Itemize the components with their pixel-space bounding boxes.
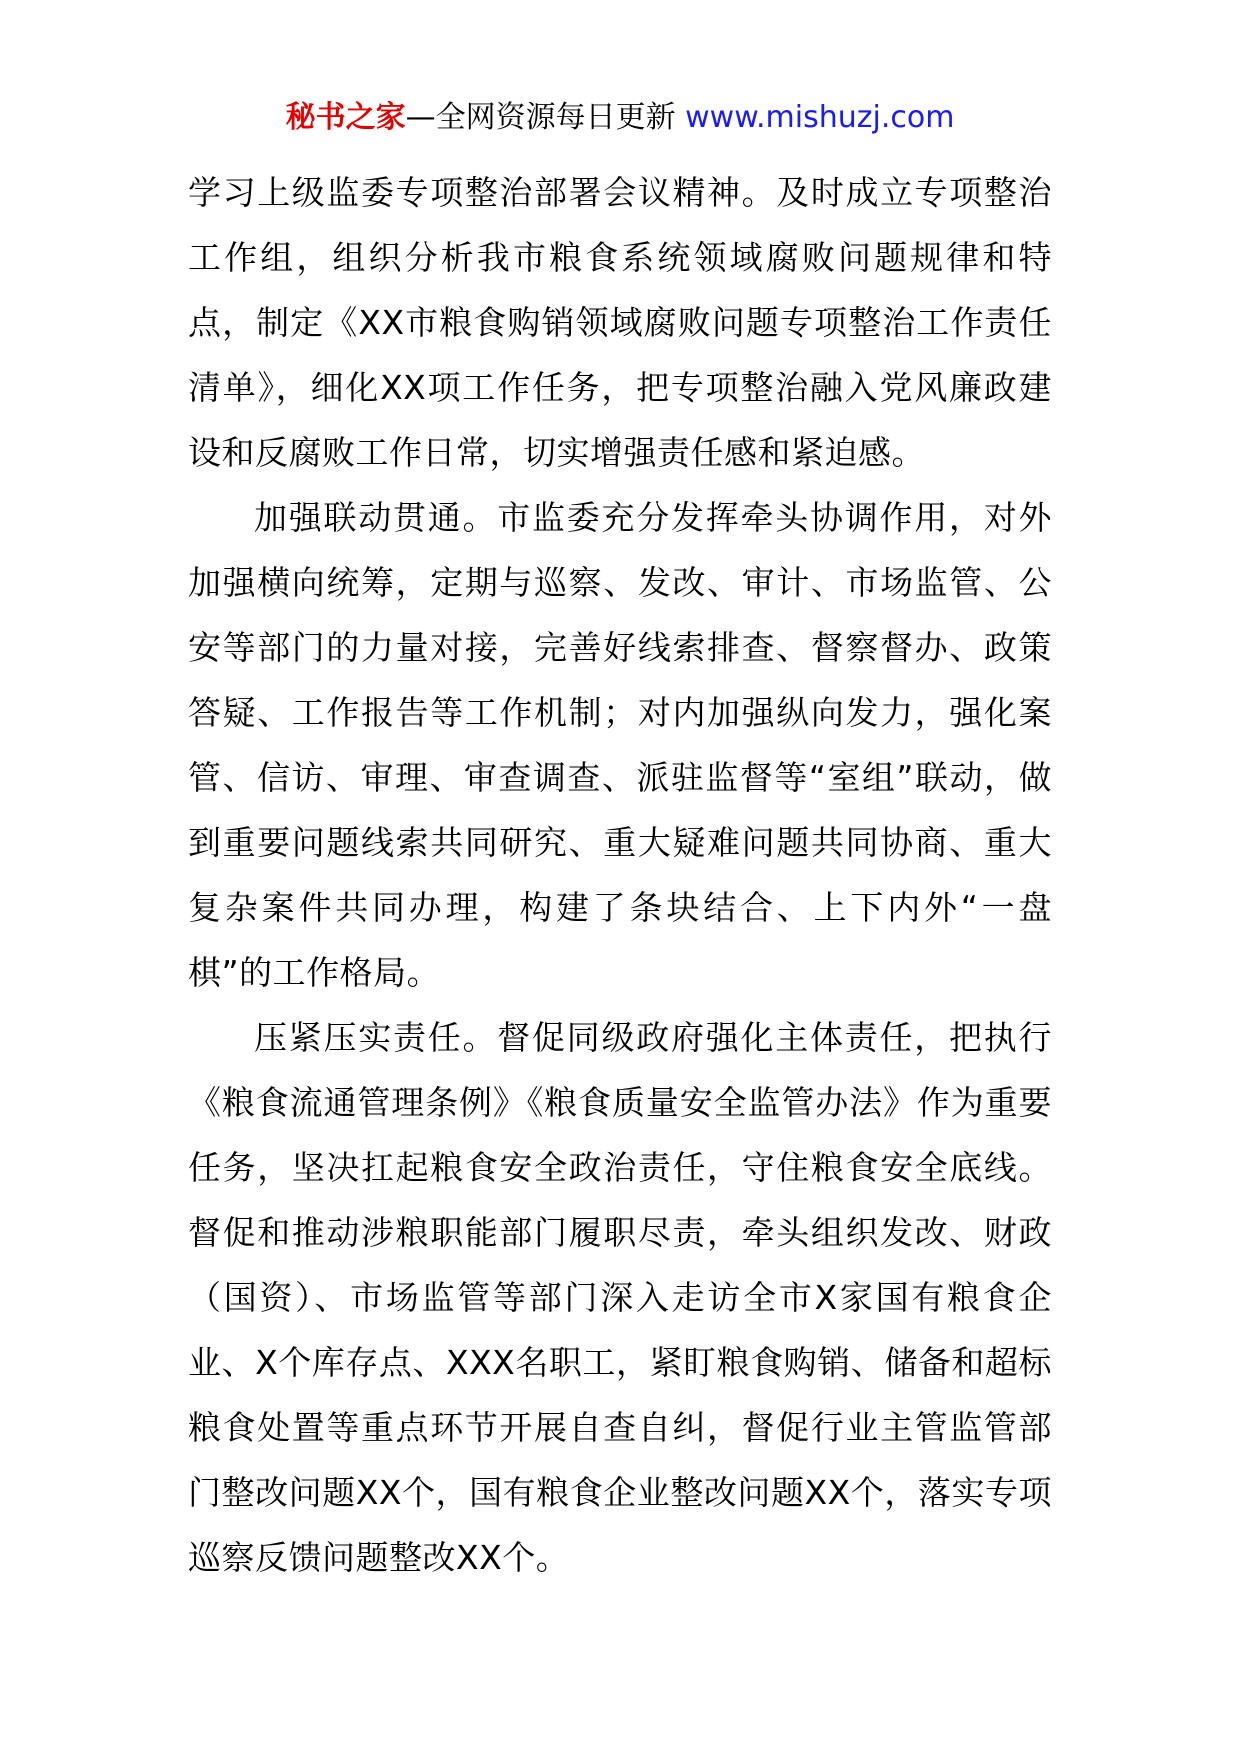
document-body bbox=[188, 160, 1052, 1590]
site-header bbox=[0, 98, 1240, 138]
paragraph-linkage: 加强联动贯通。市监委充分发挥牵头协调作用，对外加强横向统筹，定期与巡察、发改、审计、市场监管、公安等部门的力量对接，完善好线索排查、督察督办、政策答疑、工作报告等工作机制；对内加强纵向发力，强化案管、信访、审理、审查调查、派驻监督等“室组”联动，做到重要问题线索共同研究、重大疑难问题共同协商、重大复杂案件共同办理，构建了条块结合、上下内外“一盘棋”的工作格局。 bbox=[188, 498, 1052, 992]
paragraph-continued: 学习上级监委专项整治部署会议精神。及时成立专项整治工作组，组织分析我市粮食系统领域腐败问题规律和特点，制定《XX市粮食购销领域腐败问题专项整治工作责任清单》，细化XX项工作任务，把专项整治融入党风廉政建设和反腐败工作日常，切实增强责任感和紧迫感。 bbox=[188, 173, 1052, 472]
site-brand: 秘书之家 bbox=[285, 100, 406, 135]
paragraph-responsibility: 压紧压实责任。督促同级政府强化主体责任，把执行《粮食流通管理条例》《粮食质量安全监管办法》作为重要任务，坚决扛起粮食安全政治责任，守住粮食安全底线。督促和推动涉粮职能部门履职尽责，牵头组织发改、财政（国资）、市场监管等部门深入走访全市X家国有粮食企业、X个库存点、XXX名职工，紧盯粮食购销、储备和超标粮食处置等重点环节开展自查自纠，督促行业主管监管部门整改问题XX个，国有粮食企业整改问题XX个，落实专项巡察反馈问题整改XX个。 bbox=[188, 1018, 1052, 1577]
site-url-link[interactable]: www.mishuzj.com bbox=[685, 100, 955, 135]
site-tagline: —全网资源每日更新 bbox=[405, 100, 686, 135]
